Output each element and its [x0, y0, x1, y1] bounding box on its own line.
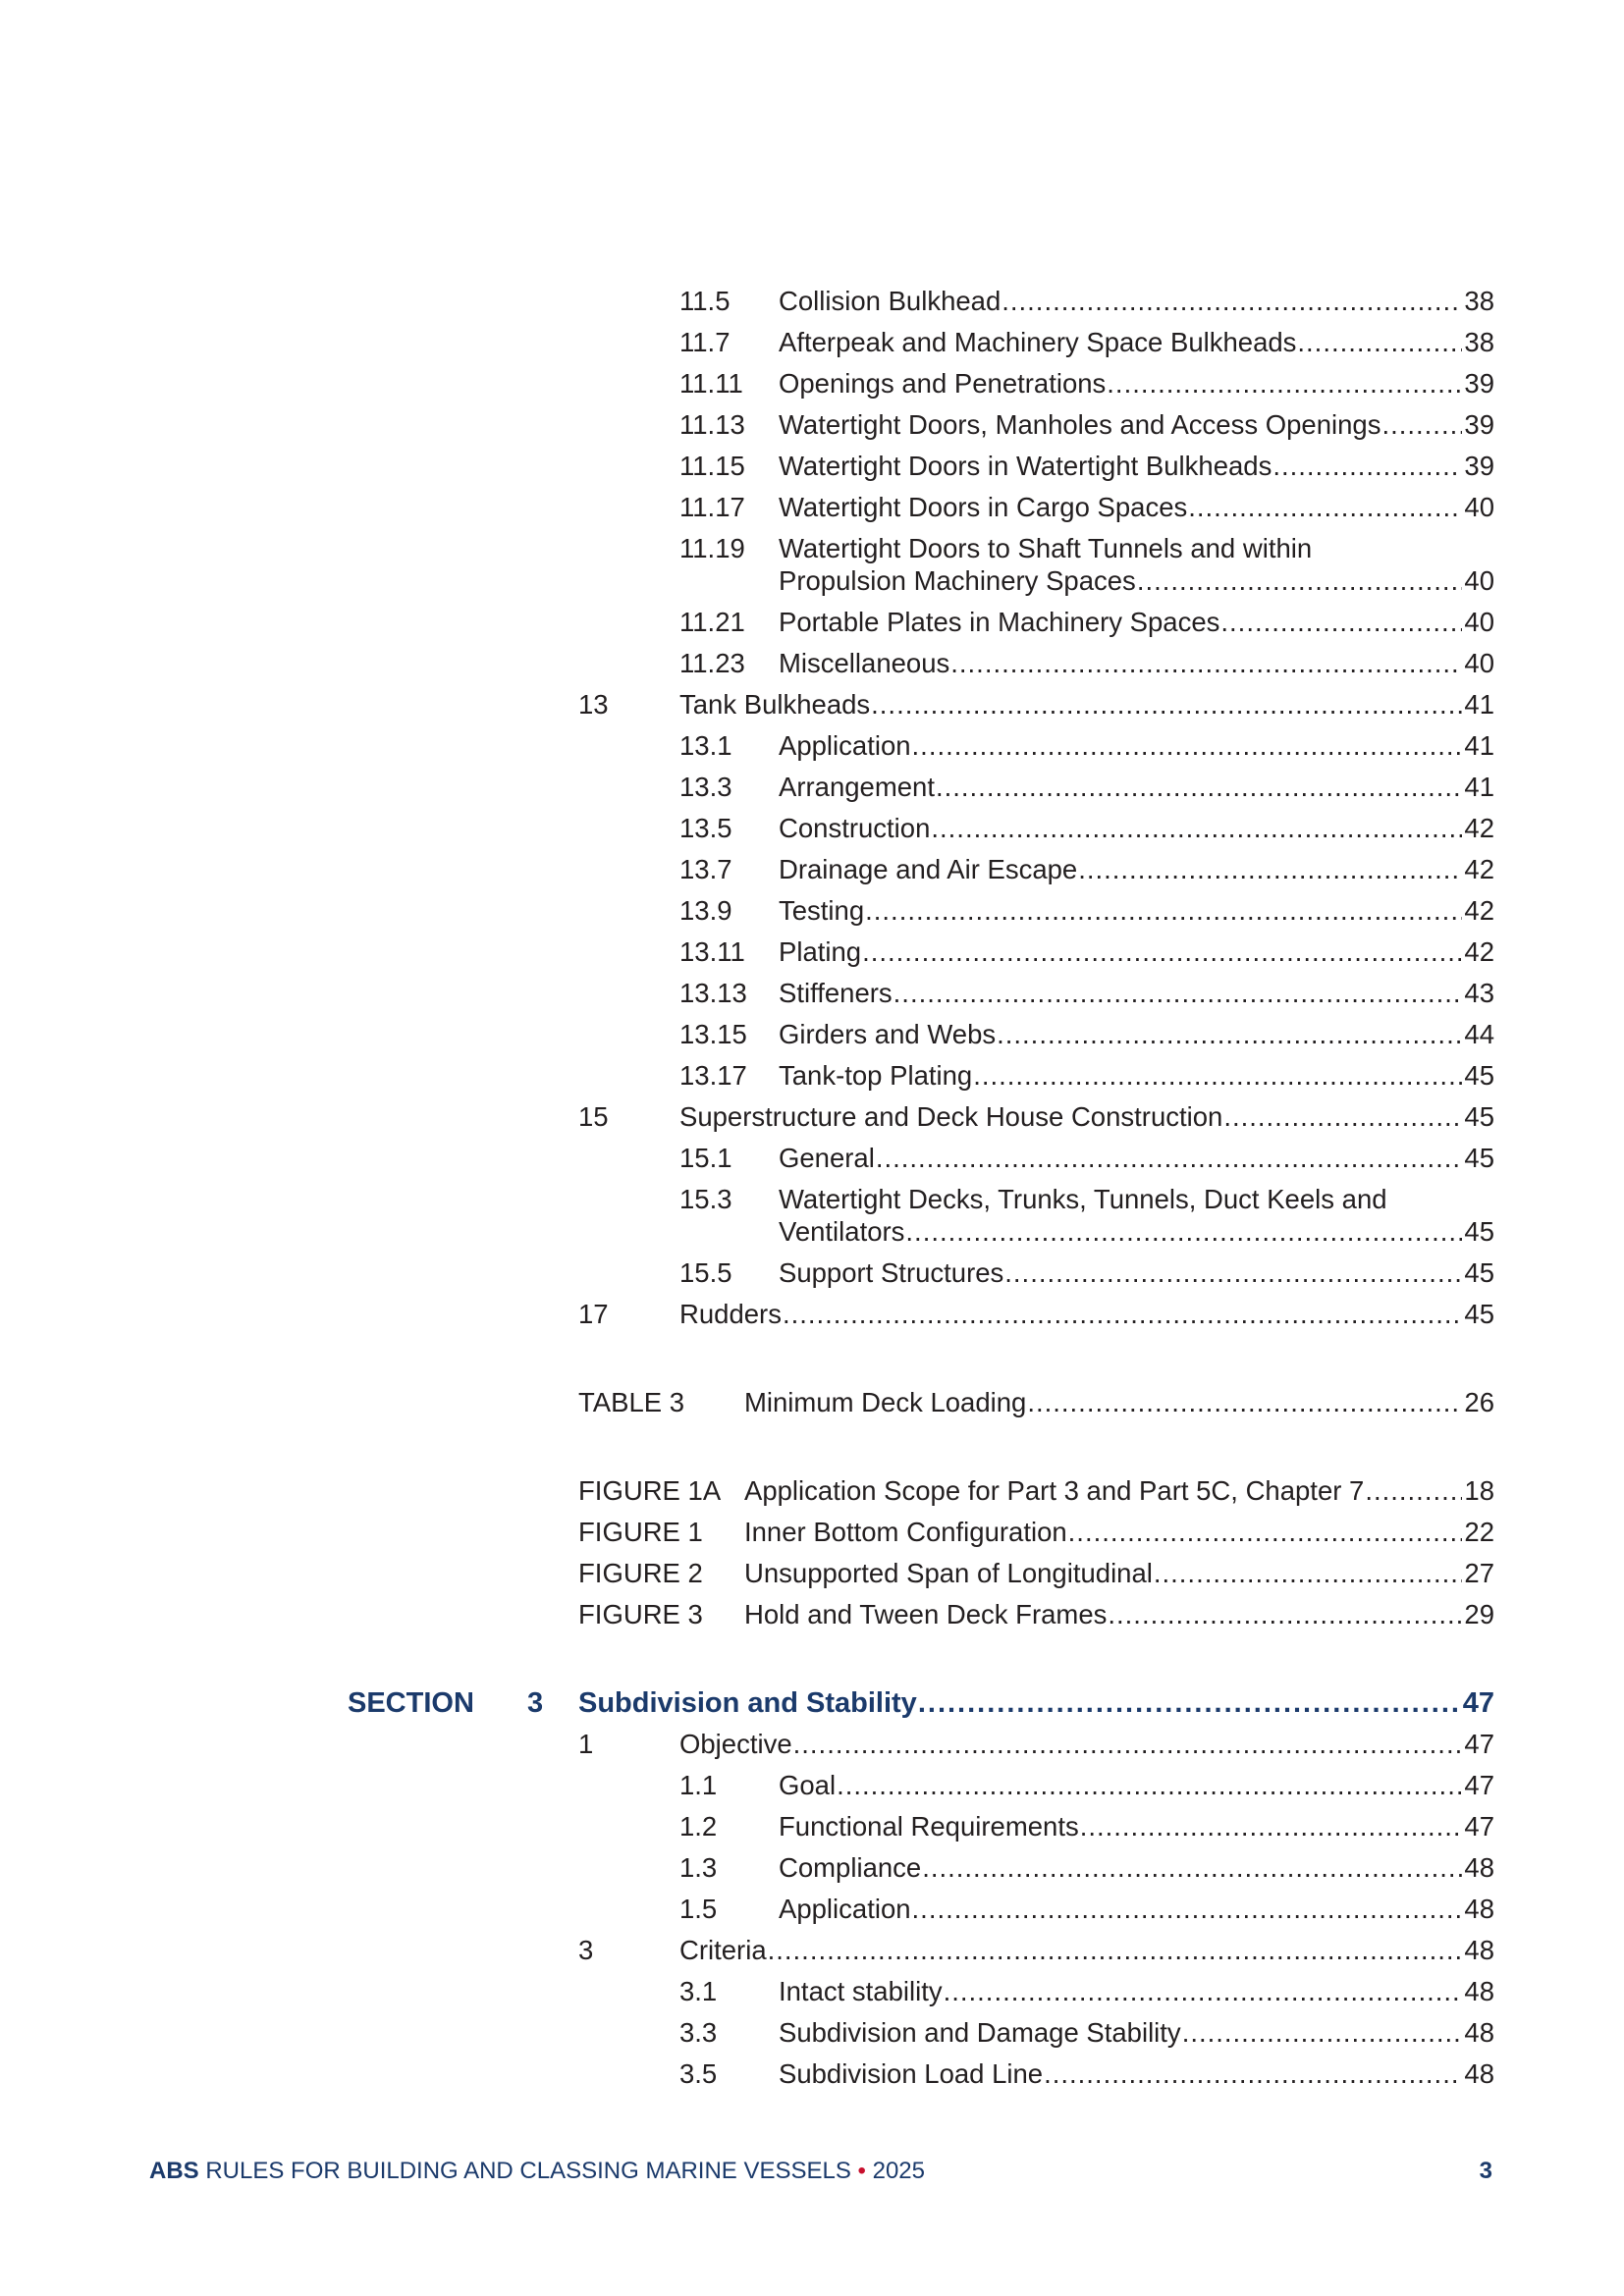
figure-page: 27: [1464, 1558, 1494, 1588]
toc-entry-number: 1.1: [679, 1770, 718, 1800]
toc-entry-page: 48: [1464, 1894, 1494, 1924]
figure-title: Hold and Tween Deck Frames: [744, 1599, 1108, 1629]
figure-title: Application Scope for Part 3 and Part 5C, Chapter 7: [744, 1475, 1365, 1506]
dot-leader: [950, 647, 1462, 680]
dot-leader: [1223, 1100, 1462, 1134]
dot-leader: [1220, 606, 1462, 639]
toc-entry-page: 45: [1464, 1257, 1494, 1288]
toc-entry-title: Superstructure and Deck House Construction: [679, 1101, 1223, 1132]
dot-leader: [1044, 2057, 1462, 2091]
toc-entry-number: 13.1: [679, 730, 732, 761]
figure-label: FIGURE 3: [578, 1599, 703, 1629]
dot-leader: [1182, 2016, 1463, 2050]
toc-entry-number: 3: [578, 1935, 594, 1965]
toc-entry-title: Subdivision and Damage Stability: [779, 2017, 1181, 2048]
toc-entry-number: 15: [578, 1101, 609, 1132]
dot-leader: [1080, 1810, 1463, 1843]
dot-leader: [1078, 853, 1462, 886]
toc-entry-title: Compliance: [779, 1852, 922, 1883]
dot-leader: [1027, 1386, 1462, 1419]
dot-leader: [1381, 408, 1462, 442]
toc-entry-title: General: [779, 1143, 875, 1173]
dot-leader: [793, 1728, 1463, 1761]
toc-entry-page: 47: [1464, 1729, 1494, 1759]
toc-entry-number: 11.5: [679, 286, 731, 316]
toc-entry-page: 39: [1464, 451, 1494, 481]
toc-entry-title: Stiffeners: [779, 978, 893, 1008]
table-title: Minimum Deck Loading: [744, 1387, 1027, 1417]
toc-entry-title-line1: Watertight Decks, Trunks, Tunnels, Duct Keels and: [779, 1184, 1387, 1214]
toc-entry-number: 13.11: [679, 936, 745, 967]
dot-leader: [1107, 367, 1462, 400]
toc-entry-page: 48: [1464, 1976, 1494, 2006]
page-number: 3: [1479, 2158, 1492, 2184]
toc-entry-number: 15.1: [679, 1143, 732, 1173]
footer-year: 2025: [872, 2158, 925, 2184]
toc-entry-title-line1: Watertight Doors to Shaft Tunnels and within: [779, 533, 1313, 563]
toc-entry-page: 48: [1464, 2058, 1494, 2089]
toc-entry-page: 48: [1464, 2017, 1494, 2048]
toc-entry-number: 11.21: [679, 607, 745, 637]
dot-leader: [912, 1893, 1463, 1926]
toc-entry-title: Subdivision Load Line: [779, 2058, 1044, 2089]
toc-entry-page: 40: [1464, 565, 1494, 596]
figure-title: Unsupported Span of Longitudinal: [744, 1558, 1153, 1588]
dot-leader: [997, 1018, 1462, 1051]
toc-entry-page: 41: [1464, 689, 1494, 720]
figure-page: 22: [1464, 1517, 1494, 1547]
toc-entry-number: 13.13: [679, 978, 747, 1008]
toc-entry-page: 45: [1464, 1216, 1494, 1247]
figure-title: Inner Bottom Configuration: [744, 1517, 1067, 1547]
dot-leader: [768, 1934, 1463, 1967]
toc-entry-page: 41: [1464, 730, 1494, 761]
dot-leader: [936, 771, 1462, 804]
figure-label: FIGURE 1A: [578, 1475, 722, 1506]
toc-entry-title: Watertight Doors in Cargo Spaces: [779, 492, 1188, 522]
page-footer: [149, 2158, 1492, 2197]
section-label: SECTION: [348, 1687, 474, 1719]
dot-leader: [1188, 491, 1462, 524]
toc-entry-title: Support Structures: [779, 1257, 1004, 1288]
toc-entry-page: 42: [1464, 936, 1494, 967]
toc-entry-number: 13.3: [679, 772, 732, 802]
toc-entry-title: Girders and Webs: [779, 1019, 997, 1049]
dot-leader: [944, 1975, 1463, 2008]
toc-entry-page: 42: [1464, 854, 1494, 884]
toc-entry-number: 11.17: [679, 492, 745, 522]
toc-entry-number: 17: [578, 1299, 609, 1329]
toc-entry-number: 1.2: [679, 1811, 718, 1842]
toc-entry-title: Intact stability: [779, 1976, 943, 2006]
toc-entry-page: 47: [1464, 1770, 1494, 1800]
toc-entry-page: 48: [1464, 1935, 1494, 1965]
toc-entry-page: 39: [1464, 368, 1494, 399]
toc-entry-page: 40: [1464, 492, 1494, 522]
dot-leader: [973, 1059, 1462, 1093]
toc-entry-page: 45: [1464, 1101, 1494, 1132]
toc-entry-page: 38: [1464, 286, 1494, 316]
figure-page: 29: [1464, 1599, 1494, 1629]
toc-entry-title: Tank Bulkheads: [679, 689, 871, 720]
toc-entry-number: 11.19: [679, 533, 745, 563]
toc-entry-page: 39: [1464, 409, 1494, 440]
toc-entry-page: 45: [1464, 1299, 1494, 1329]
toc-entry-number: 3.5: [679, 2058, 718, 2089]
dot-leader: [1108, 1598, 1462, 1631]
toc-entry-number: 11.13: [679, 409, 745, 440]
toc-entry-page: 45: [1464, 1143, 1494, 1173]
toc-entry-number: 13.5: [679, 813, 732, 843]
toc-entry-title: Functional Requirements: [779, 1811, 1079, 1842]
table-label: TABLE 3: [578, 1387, 685, 1417]
figure-label: FIGURE 2: [578, 1558, 703, 1588]
toc-entry-title: Openings and Penetrations: [779, 368, 1107, 399]
toc-entry-title: Application: [779, 730, 911, 761]
dot-leader: [876, 1142, 1463, 1175]
toc-entry-page: 48: [1464, 1852, 1494, 1883]
figure-page: 18: [1464, 1475, 1494, 1506]
toc-entry-number: 13.17: [679, 1060, 747, 1091]
toc-entry-title: Collision Bulkhead: [779, 286, 1001, 316]
toc-entry-title: Goal: [779, 1770, 837, 1800]
toc-entry-page: 38: [1464, 327, 1494, 357]
toc-entry-number: 11.23: [679, 648, 745, 678]
dot-leader: [1001, 285, 1462, 318]
toc-entry-title: Miscellaneous: [779, 648, 950, 678]
dot-leader: [922, 1851, 1462, 1885]
toc-entry-number: 11.11: [679, 368, 743, 399]
dot-leader: [1137, 564, 1463, 598]
toc-entry-title: Rudders: [679, 1299, 782, 1329]
section-number: 3: [527, 1687, 544, 1719]
toc-entry-title: Portable Plates in Machinery Spaces: [779, 607, 1220, 637]
toc-entry-number: 3.3: [679, 2017, 718, 2048]
toc-entry-number: 15.3: [679, 1184, 732, 1214]
dot-leader: [862, 935, 1462, 969]
toc-entry-title: Application: [779, 1894, 911, 1924]
dot-leader: [837, 1769, 1462, 1802]
dot-leader: [918, 1686, 1461, 1720]
dot-leader: [931, 812, 1462, 845]
dot-leader: [865, 894, 1462, 928]
toc-entry-page: 43: [1464, 978, 1494, 1008]
toc-entry-number: 13: [578, 689, 609, 720]
toc-entry-number: 1: [578, 1729, 594, 1759]
footer-brand: ABS: [149, 2158, 199, 2184]
toc-entry-number: 11.15: [679, 451, 745, 481]
toc-entry-title: Testing: [779, 895, 865, 926]
toc-entry-title: Construction: [779, 813, 931, 843]
toc-entry-title: Watertight Doors in Watertight Bulkheads: [779, 451, 1272, 481]
toc-entry-page: 42: [1464, 813, 1494, 843]
dot-leader: [905, 1215, 1462, 1249]
toc-entry-page: 44: [1464, 1019, 1494, 1049]
toc-entry-title: Propulsion Machinery Spaces: [779, 565, 1136, 596]
toc-entry-page: 41: [1464, 772, 1494, 802]
toc-entry-title: Ventilators: [779, 1216, 905, 1247]
toc-entry-title: Afterpeak and Machinery Space Bulkheads: [779, 327, 1297, 357]
toc-entry-page: 47: [1464, 1811, 1494, 1842]
toc-entry-number: 13.9: [679, 895, 732, 926]
footer-text: [149, 2158, 925, 2185]
toc-entry-number: 3.1: [679, 1976, 718, 2006]
toc-entry-page: 42: [1464, 895, 1494, 926]
dot-leader: [1004, 1256, 1462, 1290]
dot-leader: [912, 729, 1463, 763]
toc-entry-title: Tank-top Plating: [779, 1060, 973, 1091]
dot-leader: [1365, 1474, 1462, 1508]
toc-entry-number: 13.15: [679, 1019, 747, 1049]
dot-leader: [871, 688, 1462, 721]
dot-leader: [1068, 1516, 1463, 1549]
dot-leader: [1297, 326, 1462, 359]
toc-entry-title: Objective: [679, 1729, 792, 1759]
toc-entry-page: 40: [1464, 607, 1494, 637]
toc-entry-number: 15.5: [679, 1257, 732, 1288]
footer-bullet: •: [857, 2158, 866, 2184]
dot-leader: [1272, 450, 1462, 483]
toc-entry-page: 40: [1464, 648, 1494, 678]
toc-entry-number: 1.3: [679, 1852, 718, 1883]
toc-entry-number: 11.7: [679, 327, 731, 357]
toc-entry-title: Drainage and Air Escape: [779, 854, 1078, 884]
dot-leader: [893, 977, 1463, 1010]
dot-leader: [783, 1298, 1462, 1331]
toc-entry-title: Watertight Doors, Manholes and Access Openings: [779, 409, 1381, 440]
dot-leader: [1154, 1557, 1463, 1590]
section-page: 47: [1462, 1687, 1494, 1719]
footer-title: RULES FOR BUILDING AND CLASSING MARINE VESSELS: [205, 2158, 851, 2184]
toc-entry-title: Arrangement: [779, 772, 935, 802]
section-title: Subdivision and Stability: [578, 1687, 917, 1719]
table-page: 26: [1464, 1387, 1494, 1417]
toc-entry-title: Plating: [779, 936, 862, 967]
toc-entry-number: 1.5: [679, 1894, 718, 1924]
figure-label: FIGURE 1: [578, 1517, 703, 1547]
toc-entry-page: 45: [1464, 1060, 1494, 1091]
toc-entry-number: 13.7: [679, 854, 732, 884]
toc-entry-title: Criteria: [679, 1935, 767, 1965]
